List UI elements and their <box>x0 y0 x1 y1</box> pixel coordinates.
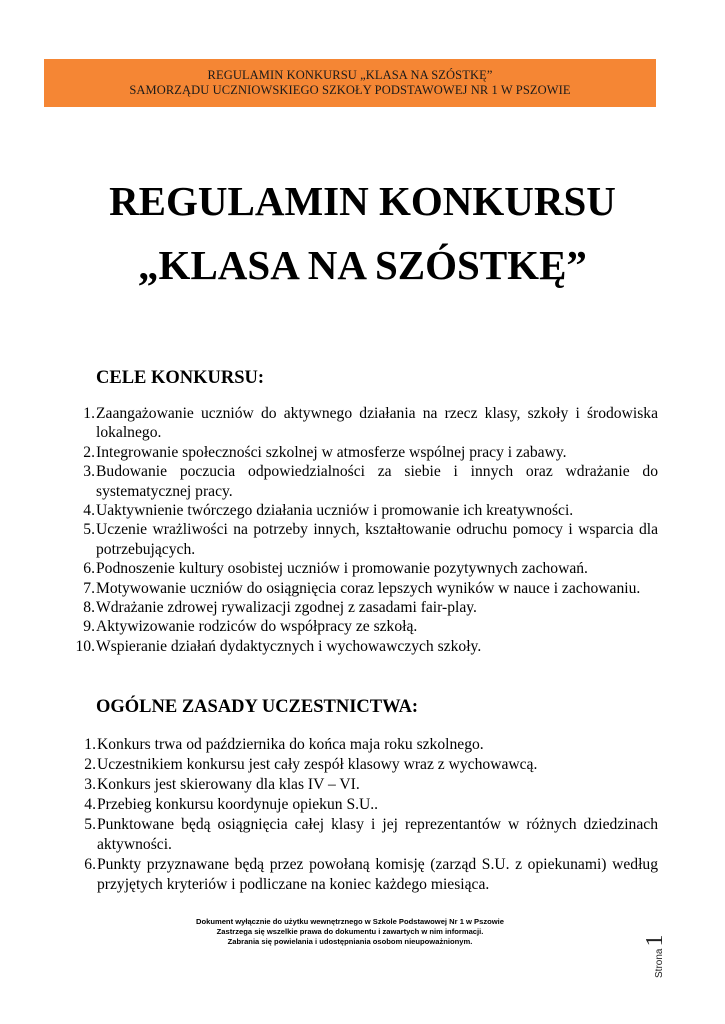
list-item <box>64 520 658 559</box>
list-item-number: 3. <box>83 463 95 481</box>
document-title-line-2: „KLASA NA SZÓSTKĘ” <box>138 242 587 288</box>
list-item-text: Zaangażowanie uczniów do aktywnego działania na rzecz klasy, szkoły i środowiska lokalnego. <box>96 405 658 442</box>
goals-list <box>64 404 658 656</box>
list-item <box>64 404 658 443</box>
list-item-text: Uczestnikiem konkursu jest cały zespół klasowy wraz z wychowawcą. <box>97 756 538 774</box>
document-title-line-1: REGULAMIN KONKURSU <box>109 178 616 224</box>
list-item-text: Uczenie wrażliwości na potrzeby innych, kształtowanie odruchu pomocy i wsparcia dla potrzebujących. <box>96 521 658 558</box>
list-item-text: Wspieranie działań dydaktycznych i wychowawczych szkoły. <box>96 637 482 655</box>
list-item <box>64 443 658 462</box>
list-item-number: 6. <box>84 856 96 874</box>
list-item-text: Podnoszenie kultury osobistej uczniów i promowanie pozytywnych zachowań. <box>96 560 588 578</box>
list-item <box>64 815 658 854</box>
list-item <box>64 637 658 656</box>
header-line-1: REGULAMIN KONKURSU „KLASA NA SZÓSTKĘ” <box>207 68 493 82</box>
list-item-text: Integrowanie społeczności szkolnej w atmosferze wspólnej pracy i zabawy. <box>96 443 567 461</box>
page-label: Strona <box>654 948 665 978</box>
list-item-text: Uaktywnienie twórczego działania uczniów i promowanie ich kreatywności. <box>96 502 574 520</box>
footer-line-3: Zabrania się powielania i udostępniania osobom nieupoważnionym. <box>227 937 473 946</box>
list-item-number: 2. <box>84 756 96 774</box>
list-item-text: Aktywizowanie rodziców do współpracy ze szkołą. <box>96 618 418 636</box>
goals-heading: CELE KONKURSU: <box>96 368 265 388</box>
list-item-number: 1. <box>83 405 95 422</box>
list-item-text: Motywowanie uczniów do osiągnięcia coraz lepszych wyników w nauce i zachowaniu. <box>96 579 641 597</box>
list-item <box>64 559 658 578</box>
list-item-number: 8. <box>83 599 95 617</box>
list-item <box>64 755 658 775</box>
list-item-number: 2. <box>83 443 95 461</box>
list-item-text: Konkurs trwa od października do końca maja roku szkolnego. <box>97 736 484 753</box>
list-item-text: Konkurs jest skierowany dla klas IV – VI. <box>97 776 360 794</box>
list-item-number: 9. <box>83 618 95 636</box>
rules-list <box>64 735 658 895</box>
list-item-number: 5. <box>83 521 95 539</box>
list-item-text: Wdrażanie zdrowej rywalizacji zgodnej z zasadami fair-play. <box>96 599 477 617</box>
list-item-text: Punkty przyznawane będą przez powołaną komisję (zarząd S.U. z opiekunami) według przyjętych kryteriów i podliczane na koniec każdego miesiąca. <box>97 856 658 893</box>
list-item-number: 6. <box>83 560 95 578</box>
list-item-number: 5. <box>84 816 96 834</box>
header-band <box>44 59 656 107</box>
list-item-number: 4. <box>83 502 95 520</box>
page-number-marker <box>637 908 667 978</box>
list-item <box>64 462 658 501</box>
list-item-number: 3. <box>84 776 96 794</box>
list-item-number: 4. <box>84 796 96 814</box>
list-item-number: 1. <box>84 736 96 753</box>
footer-line-2: Zastrzega się wszelkie prawa do dokumentu i zawartych w nim informacji. <box>216 927 484 936</box>
footer-disclaimer <box>100 917 600 947</box>
rules-heading: OGÓLNE ZASADY UCZESTNICTWA: <box>96 697 419 717</box>
list-item-text: Budowanie poczucia odpowiedzialności za siebie i innych oraz wdrażanie do systematycznej pracy. <box>96 463 658 500</box>
footer-line-1: Dokument wyłącznie do użytku wewnętrznego w Szkole Podstawowej Nr 1 w Pszowie <box>195 917 505 926</box>
list-item <box>64 775 658 795</box>
header-line-2: SAMORZĄDU UCZNIOWSKIEGO SZKOŁY PODSTAWOWEJ NR 1 W PSZOWIE <box>129 83 571 97</box>
list-item <box>64 617 658 636</box>
list-item <box>64 855 658 894</box>
list-item-number: 7. <box>83 579 95 597</box>
list-item <box>64 501 658 520</box>
list-item <box>64 579 658 598</box>
list-item-text: Przebieg konkursu koordynuje opiekun S.U.. <box>97 796 379 814</box>
list-item <box>64 795 658 815</box>
list-item-text: Punktowane będą osiągnięcia całej klasy i jej reprezentantów w różnych dziedzinach aktywności. <box>97 816 658 853</box>
page-number: 1 <box>642 934 668 947</box>
list-item <box>64 598 658 617</box>
list-item-number: 10. <box>75 637 95 655</box>
list-item <box>64 735 658 755</box>
